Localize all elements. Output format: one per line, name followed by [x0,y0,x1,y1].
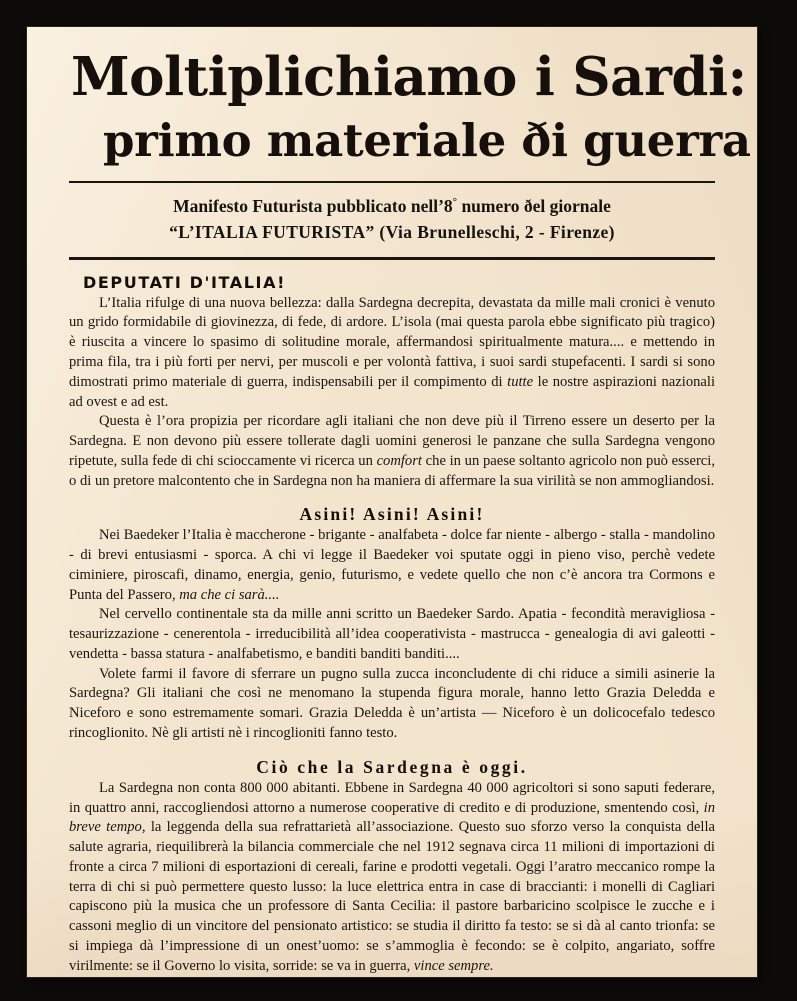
paragraph-6 [69,779,715,977]
manifesto-page [27,27,757,977]
paragraph-6-emphasis-1: in breve tempo, [69,799,715,836]
ordinal-superscript: ° [452,196,458,209]
subtitle-line-2: “L’ITALIA FUTURISTA” (Via Brunelleschi, 2 - Firenze) [169,221,615,242]
document-title-line-1: Moltiplichiamo i Sardi: [71,46,747,108]
section-heading-deputati: DEPUTATI D'ITALIA! [83,272,286,292]
paragraph-6-emphasis-2: vince sempre. [413,957,494,974]
section-heading-asini: Asini! Asini! Asini! [299,504,485,525]
title-block [69,27,751,167]
paragraph-5: Volete farmi il favore di sferrare un pugno sulla zucca inconcludente di chi riduce a simili asinerie la Sardegna? Gli italiani che così ne menomano la stupenda figura morale, hanno letto Grazia Deledda e Niceforo e sono estremamente somari. Grazia Deledda è un’artista — Niceforo è un dolicocefalo tedesco rincoglionito. Nè gli artisti nè i rincoglioniti fanno testo. [69,665,715,741]
paragraph-1-text-a: L’Italia rifulge di una nuova bellezza: dalla Sardegna decrepita, devastata da mille mali cronici è venuto un grido formidabile di giovinezza, di fede, di ardore. L’isola (mai questa parola ebbe significato più tragico) è riuscita a vincere lo spasimo di solitudine morale, affermandosi spiritualmente matura.... e mettendo in prima fila, tra i più forti per nervi, per muscoli e per volontà fattiva, i suoi sardi stupefacenti. I sardi si sono dimostrati primo materiale di guerra, indispensabili per il compimento di [69,294,715,390]
paragraph-2-text-a: Questa è l’ora propizia per ricordare agli italiani che non deve più il Tirreno essere un deserto per la Sardegna. E non devono più essere tollerate dagli uomini generosi le panzane che sulla Sardegna vengono ripetute, sulla fede di chi scioccamente vi ricerca un [69,413,715,469]
paragraph-6-text-b: la leggenda della sua refrattarietà all’associazione. Questo suo sforzo verso la conquista della salute agraria, riequilibrerà la bilancia commerciale che nel 1912 segnava circa 11 milioni di importazioni di fronte a circa 7 milioni di esportazioni di cereali, farine e prodotti vegetali. Oggi l’aratro meccanico rompe la terra di chi si può permettere questo lusso: la luce elettrica entra in case di braccianti: i monelli di Cagliari capiscono più la musica che un professore di Santa Cecilia: il pastore barbaricino scolpisce le zucche e i cassoni meglio di un vincitore del pensionato artistico: se studia il diritto fa testo: se si dà al canto trionfa: se si impiega dà l’impressione di un onest’uomo: se s’ammoglia è fecondo: se è colpito, angariato, soffre virilmente: se il Governo lo visita, sorride: se va in guerra, [69,819,715,974]
document-title-line-2: primo materiale ði guerra [103,114,751,167]
paragraph-3-emphasis: ma che ci sarà.... [179,586,280,603]
paragraph-4: Nel cervello continentale sta da mille anni scritto un Baedeker Sardo. Apatia - fecondità meravigliosa - tesaurizzazione - cenerentola - irreducibilità all’idea cooperativista - mastrucca - genealogia di avi galeotti - vendetta - bassa statura - analfabetismo, e banditi banditi banditi.... [69,606,715,662]
paragraph-2 [69,412,715,491]
subtitle-text-a: Manifesto Futurista pubblicato nell’8 [173,196,453,216]
paragraph-1 [69,294,715,413]
paragraph-2-text-b: che in un paese soltanto agricolo non può esserci, o di un pretore malcontento che in Sardegna non ha maniera di affermare la sua virilità se non ammogliandosi. [69,452,715,489]
subtitle-text-b: numero ðel giornale [457,196,611,216]
horizontal-rule-bottom [69,257,715,260]
paragraph-1-emphasis: tutte [507,373,534,390]
subtitle-block [69,194,715,245]
paragraph-3 [69,526,715,605]
section-heading-sardegna-oggi: Ciò che la Sardegna è oggi. [256,756,528,777]
subtitle-line-1 [69,194,715,219]
paragraph-6-text-a: La Sardegna non conta 800 000 abitanti. Ebbene in Sardegna 40 000 agricoltori si sono saputi federare, in quattro anni, raccogliendosi attorno a numerose cooperative di credito e di produzione, smentendo così, [69,779,715,816]
paragraph-2-emphasis: comfort [376,452,422,469]
horizontal-rule-top [69,181,715,183]
paragraph-1-text-b: le nostre aspirazioni nazionali ad ovest e ad est. [69,373,715,410]
paragraph-3-text-a: Nei Baedeker l’Italia è maccherone - brigante - analfabeta - dolce far niente - albergo - stalla - mandolino - di brevi entusiasmi - sporca. A chi vi legge il Baedeker voi sputate oggi in pieno viso, perchè vedete ciminiere, piroscafi, dinamo, energia, genio, futurismo, e vedete quello che non c’è ancora tra Cormons e Punta del Passero, [69,527,715,603]
